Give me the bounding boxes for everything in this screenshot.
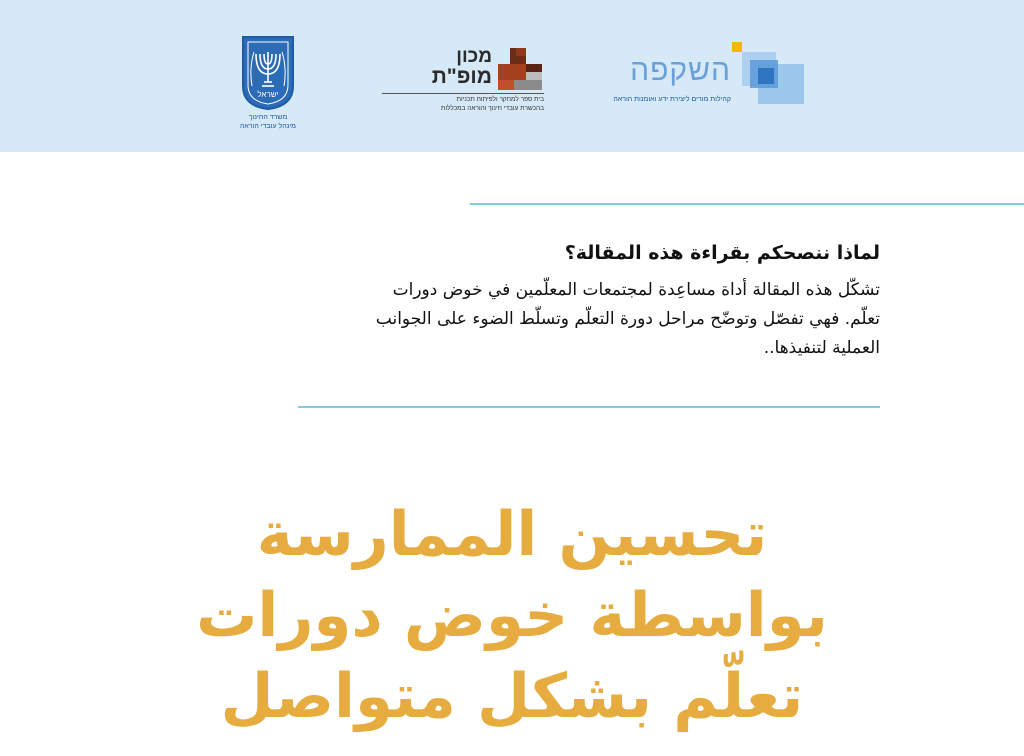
- mofet-subtitle-2: בהכשרת עובדי חינוך והוראה במכללות: [440, 105, 544, 112]
- menorah-emblem-icon: [240, 34, 296, 110]
- ministry-department: מינהל עובדי הוראה: [240, 123, 296, 130]
- hashkafa-logo: [606, 40, 811, 115]
- intro-text: تشكّل هذه المقالة أداة مساعِدة لمجتمعات المعلّمين في خوض دورات تعلّم. فهي تفصّل وتوضّح مراحل دورة التعلّم وتسلّط الضوء على الجوانب العملية لتنفيذها..: [375, 280, 880, 358]
- hashkafa-name: השקפה: [630, 54, 731, 87]
- mofet-subtitle-1: בית ספר למחקר ולפיתוח תכניות: [456, 96, 544, 103]
- title-line-3: تعلّم بشكل متواصل: [220, 661, 804, 732]
- mofet-divider: [382, 93, 544, 94]
- emblem-text: ישראל: [257, 90, 279, 99]
- intro-question: لماذا ننصحكم بقراءة هذه المقالة؟: [564, 242, 880, 264]
- ministry-name: משרד החינוך: [248, 114, 288, 121]
- mofet-name-main: מופ"ת: [431, 65, 492, 88]
- hashkafa-subtitle: קהילות מורים ליצירת ידע ואומנות הוראה: [613, 96, 731, 103]
- article-title: [130, 494, 894, 737]
- mofet-institute-logo: [380, 40, 550, 120]
- top-divider: [470, 203, 1024, 205]
- mofet-name-top: מכון: [456, 46, 492, 67]
- title-line-1: تحسين الممارسة: [256, 499, 768, 570]
- overlapping-squares-icon: [730, 40, 810, 110]
- header-banner: [0, 0, 1024, 152]
- bottom-divider: [298, 406, 880, 408]
- stacked-blocks-icon: [496, 46, 544, 92]
- ministry-of-education-logo: [236, 34, 300, 134]
- title-line-2: بواسطة خوض دورات: [196, 580, 828, 651]
